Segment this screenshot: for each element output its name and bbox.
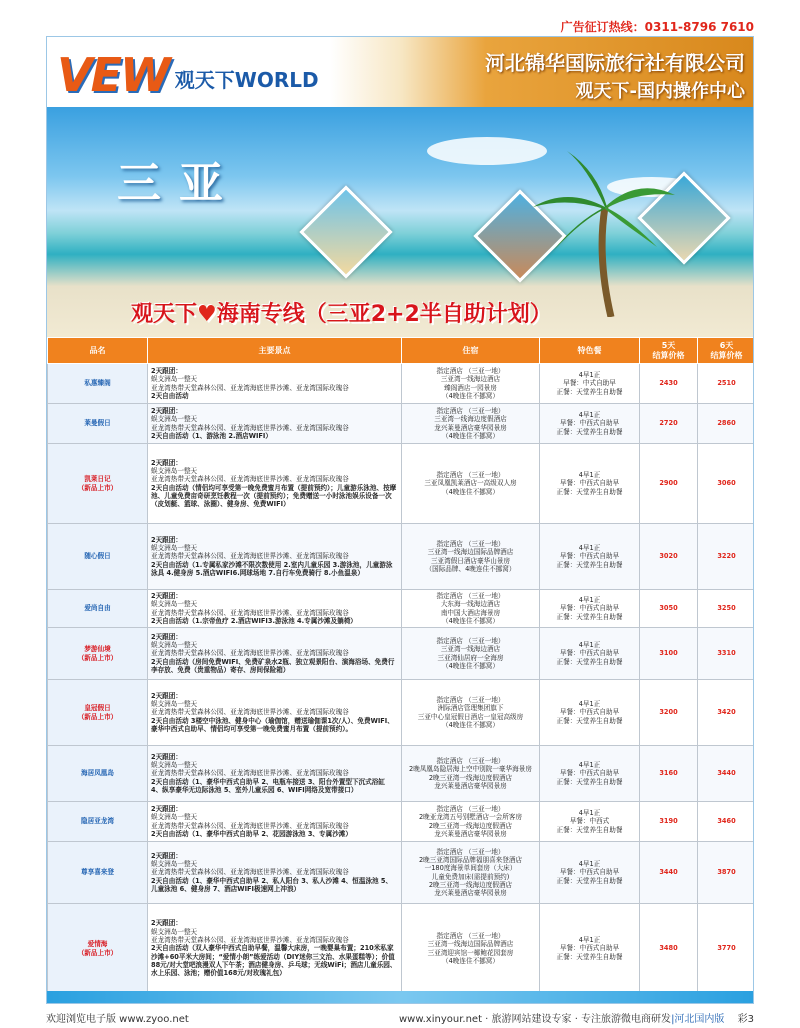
attractions-line: 亚龙湾热带天堂森林公园、亚龙湾海底世界沙滩、亚龙湾国际玫瑰谷 bbox=[151, 708, 349, 717]
attractions-line: 亚龙湾热带天堂森林公园、亚龙湾海底世界沙滩、亚龙湾国际玫瑰谷 bbox=[151, 383, 349, 392]
attractions bbox=[148, 628, 402, 680]
meals-line: 正餐：天堂养生自助餐 bbox=[556, 716, 623, 725]
attractions-line: 蜈支洲岛一整天 bbox=[151, 641, 198, 650]
meals-line: 正餐：天堂养生自助餐 bbox=[556, 560, 623, 569]
attractions-line: 2天跟团： bbox=[151, 752, 182, 761]
attractions bbox=[148, 404, 402, 444]
meals-line: 正餐：天堂养生自助餐 bbox=[556, 427, 623, 436]
meals-line: 4早1正 bbox=[578, 761, 601, 770]
meals bbox=[540, 680, 640, 746]
attractions-line: 亚龙湾热带天堂森林公园、亚龙湾海底世界沙滩、亚龙湾国际玫瑰谷 bbox=[151, 608, 349, 617]
accommodation-line: 指定酒店 （三亚一地） bbox=[436, 406, 505, 415]
meals-line: 早餐：中西式自助早 bbox=[559, 649, 620, 658]
meals bbox=[540, 590, 640, 628]
meals-line: 4早1正 bbox=[578, 700, 601, 709]
meals-line: 4早1正 bbox=[578, 471, 601, 480]
footer-right bbox=[399, 1010, 754, 1025]
meals-line: 早餐：中西式自助早 bbox=[559, 769, 620, 778]
table-row bbox=[48, 524, 755, 590]
table-row bbox=[48, 590, 755, 628]
attractions-line: 亚龙湾热带天堂森林公园、亚龙湾海底世界沙滩、亚龙湾国际玫瑰谷 bbox=[151, 769, 349, 778]
col-header-hotel: 住宿 bbox=[402, 338, 540, 364]
attractions-line: 2天跟团： bbox=[151, 535, 182, 544]
meals-line: 正餐：天堂养生自助餐 bbox=[556, 612, 623, 621]
bottom-stripe bbox=[47, 991, 754, 1003]
attractions bbox=[148, 802, 402, 842]
meals bbox=[540, 404, 640, 444]
route-title bbox=[131, 297, 552, 328]
price-5-day: 3200 bbox=[640, 680, 698, 746]
accommodation bbox=[402, 802, 540, 842]
accommodation bbox=[402, 364, 540, 404]
attractions-line: 亚龙湾热带天堂森林公园、亚龙湾海底世界沙滩、亚龙湾国际玫瑰谷 bbox=[151, 821, 349, 830]
accommodation bbox=[402, 590, 540, 628]
col-header-name: 品名 bbox=[48, 338, 148, 364]
price-6-day: 3440 bbox=[698, 746, 755, 802]
route-title-text: 海南专线（三亚2+2半自助计划） bbox=[216, 302, 552, 327]
accommodation-line: （国际品牌、4晚连住不挪窝） bbox=[425, 564, 516, 573]
attractions-line: 蜈支洲岛一整天 bbox=[151, 544, 198, 553]
accommodation-line: 三亚湾一线海边酒店 bbox=[440, 645, 501, 654]
table-row bbox=[48, 746, 755, 802]
col-header-price-6d: 6天 结算价格 bbox=[698, 338, 755, 364]
accommodation-line: 指定酒店 （三亚一地） bbox=[436, 366, 505, 375]
table-row bbox=[48, 680, 755, 746]
attractions-line: 2天跟团： bbox=[151, 591, 182, 600]
accommodation bbox=[402, 842, 540, 904]
accommodation-line: 龙兴莱曼酒店豪华园景房 bbox=[434, 829, 507, 838]
accommodation-line: 2晚三亚湾国际品牌福朋喜来登酒店 bbox=[418, 855, 523, 864]
col-header-spots: 主要景点 bbox=[148, 338, 402, 364]
product-name: 凯莱日记 （新品上市） bbox=[48, 444, 148, 524]
price-6-day: 3220 bbox=[698, 524, 755, 590]
attractions-line: 蜈支洲岛一整天 bbox=[151, 600, 198, 609]
accommodation-line: 三亚湾迎宾馆一椰鲍花园套房 bbox=[427, 948, 514, 957]
footer-site: www.xinyour.net · 旅游网站建设专家 · 专注旅游微电商研发 bbox=[399, 1014, 672, 1025]
attractions bbox=[148, 680, 402, 746]
meals-line: 正餐：天堂养生自助餐 bbox=[556, 952, 623, 961]
price-5-day: 2430 bbox=[640, 364, 698, 404]
price-5-day: 3440 bbox=[640, 842, 698, 904]
meals-line: 4早1正 bbox=[578, 809, 601, 818]
attractions-line: 2天跟团： bbox=[151, 366, 182, 375]
attractions-line: 2天自由活动 bbox=[151, 391, 189, 400]
meals-line: 早餐：中西式自助早 bbox=[559, 604, 620, 613]
accommodation-line: 指定酒店 （三亚一地） bbox=[436, 471, 505, 480]
attractions-line: 2天跟团： bbox=[151, 691, 182, 700]
attractions-line: 2天自由活动（1、豪华中西式自助早 2、花园游泳池 3、专属沙滩） bbox=[151, 829, 352, 838]
attractions-line: 2天跟团： bbox=[151, 458, 182, 467]
attractions-line: 2天跟团： bbox=[151, 804, 182, 813]
accommodation-line: 2晚三亚湾一线海边度假酒店 bbox=[428, 880, 513, 889]
meals-line: 早餐：中西式 bbox=[569, 817, 610, 826]
attractions-line: 亚龙湾热带天堂森林公园、亚龙湾海底世界沙滩、亚龙湾国际玫瑰谷 bbox=[151, 552, 349, 561]
price-6-day: 3060 bbox=[698, 444, 755, 524]
col-header-meal: 特色餐 bbox=[540, 338, 640, 364]
meals bbox=[540, 444, 640, 524]
accommodation-line: （4晚连住不挪窝） bbox=[442, 956, 499, 965]
accommodation-line: 三亚湾仙居府一全海房 bbox=[437, 653, 504, 662]
footer-edition: |河北国内版 bbox=[671, 1014, 725, 1025]
product-name: 爱尚自由 bbox=[48, 590, 148, 628]
price-5-day: 3020 bbox=[640, 524, 698, 590]
attractions-line: 2天自由活动（双人豪华中西式自助早餐，温馨大床房，一晚婴巢布置；210米私家沙滩+60平米大房间；“爱情小朗”练爱活动（DIY迷你三文治、水果蛋糕等）；价值88元/对大堂吧浪漫双人下午茶；酒店健身房、乒乓球；无线WiFi；酒店儿童乐园、水上乐园、泳池；赠价值168元/对玫瑰礼包） bbox=[151, 944, 397, 978]
attractions-line: 2天自由活动 3楼空中泳池、健身中心（瑜伽馆，赠送瑜伽课1次/人）、免费WIFI、豪华中西式自助早、情侣均可享受第一晚免费蜜月布置（提前预约）。 bbox=[151, 716, 394, 733]
meals-line: 正餐：天堂养生自助餐 bbox=[556, 487, 623, 496]
table-row bbox=[48, 802, 755, 842]
attractions-line: 蜈支洲岛一整天 bbox=[151, 761, 198, 770]
attractions-line: 蜈支洲岛一整天 bbox=[151, 466, 198, 475]
meals-line: 4早1正 bbox=[578, 641, 601, 650]
meals-line: 早餐：中西式自助早 bbox=[559, 868, 620, 877]
attractions-line: 2天跟团： bbox=[151, 851, 182, 860]
attractions bbox=[148, 842, 402, 904]
price-6-day: 2860 bbox=[698, 404, 755, 444]
meals bbox=[540, 364, 640, 404]
logo-subtitle: 观天下WORLD bbox=[174, 68, 319, 92]
accommodation-line: 2晚三亚湾一线海边度假酒店 bbox=[428, 821, 513, 830]
accommodation-line: 三亚中心皇冠假日酒店一皇冠高级房 bbox=[417, 712, 524, 721]
attractions-line: 2天自由活动（情侣均可享受第一晚免费蜜月布置（提前预约）；儿童游乐泳池、按摩池、儿童免费亩奇研烹饪教程一次（提前预约）；免费赠送一小时泳池娱乐设备一次（皮划艇、篮球、泳圈）、健身房、免费WIFI） bbox=[151, 483, 397, 509]
meals bbox=[540, 842, 640, 904]
attractions-line: 亚龙湾热带天堂森林公园、亚龙湾海底世界沙滩、亚龙湾国际玫瑰谷 bbox=[151, 649, 349, 658]
accommodation-line: （4晚连住不挪窝） bbox=[442, 661, 499, 670]
hero-place-title: 三亚 bbox=[117, 158, 241, 209]
logo bbox=[57, 48, 319, 102]
meals-line: 4早1正 bbox=[578, 411, 601, 420]
meals bbox=[540, 904, 640, 994]
page-number: 彩3 bbox=[737, 1014, 754, 1025]
header-banner bbox=[47, 37, 754, 107]
meals-line: 4早1正 bbox=[578, 544, 601, 553]
product-table bbox=[47, 337, 754, 994]
meals bbox=[540, 628, 640, 680]
meals-line: 早餐：中式自助早 bbox=[563, 379, 616, 388]
accommodation-line: 儿童免费加床(需提前预约) bbox=[431, 872, 510, 881]
attractions-line: 2天跟团： bbox=[151, 406, 182, 415]
attractions-line: 亚龙湾热带天堂森林公园、亚龙湾海底世界沙滩、亚龙湾国际玫瑰谷 bbox=[151, 423, 349, 432]
accommodation-line: 龙兴莱曼酒店豪华园景房 bbox=[434, 889, 507, 898]
accommodation bbox=[402, 404, 540, 444]
product-name: 海居凤凰岛 bbox=[48, 746, 148, 802]
palm-tree-icon bbox=[527, 147, 677, 317]
hero-image bbox=[47, 107, 754, 337]
accommodation-line: 指定酒店 （三亚一地） bbox=[436, 847, 505, 856]
accommodation bbox=[402, 904, 540, 994]
meals-line: 正餐：天堂养生自助餐 bbox=[556, 657, 623, 666]
attractions bbox=[148, 524, 402, 590]
price-5-day: 2900 bbox=[640, 444, 698, 524]
meals-line: 正餐：天堂养生自助餐 bbox=[556, 777, 623, 786]
attractions bbox=[148, 444, 402, 524]
meals-line: 正餐：天堂养生自助餐 bbox=[556, 876, 623, 885]
meals-line: 4早1正 bbox=[578, 596, 601, 605]
attractions-line: 蜈支洲岛一整天 bbox=[151, 415, 198, 424]
attractions-line: 2天自由活动（1.专属私家沙滩不限次数使用 2.室内儿童乐园 3.游泳池，儿童游泳泳具 4.健身房 5.酒店WIFI6.网球场地 7.自行车免费骑行 8.小鱼温泉） bbox=[151, 560, 393, 577]
product-name: 隐居亚龙湾 bbox=[48, 802, 148, 842]
table-header-row bbox=[48, 338, 755, 364]
meals-line: 4早1正 bbox=[578, 860, 601, 869]
table-row bbox=[48, 842, 755, 904]
product-name: 皇冠假日 （新品上市） bbox=[48, 680, 148, 746]
route-title-brand: 观天下 bbox=[131, 302, 198, 327]
accommodation bbox=[402, 524, 540, 590]
accommodation-line: （4晚连住不挪窝） bbox=[442, 720, 499, 729]
meals-line: 早餐：中西式自助早 bbox=[559, 944, 620, 953]
attractions-line: 蜈支洲岛一整天 bbox=[151, 927, 198, 936]
footer-left: 欢迎浏览电子版 www.zyoo.net bbox=[46, 1014, 189, 1025]
price-6-day: 3310 bbox=[698, 628, 755, 680]
heart-icon: ♥ bbox=[197, 302, 217, 327]
ad-hotline: 广告征订热线：0311-8796 7610 bbox=[560, 20, 754, 34]
attractions-line: 蜈支洲岛一整天 bbox=[151, 813, 198, 822]
accommodation bbox=[402, 628, 540, 680]
product-name: 私惠臻阁 bbox=[48, 364, 148, 404]
accommodation-line: （4晚连住不挪窝） bbox=[442, 616, 499, 625]
company-name: 河北锦华国际旅行社有限公司 bbox=[485, 51, 745, 75]
price-6-day: 2510 bbox=[698, 364, 755, 404]
accommodation-line: （4晚连住不挪窝） bbox=[442, 487, 499, 496]
meals-line: 4早1正 bbox=[578, 371, 601, 380]
table-row bbox=[48, 404, 755, 444]
accommodation-line: 2晚亚龙湾五号别墅酒店一会所客房 bbox=[418, 813, 523, 822]
meals bbox=[540, 746, 640, 802]
accommodation-line: 三亚湾一线海边酒店 bbox=[440, 375, 501, 384]
meals-line: 正餐：天堂养生自助餐 bbox=[556, 825, 623, 834]
accommodation-line: 三亚湾假日酒店豪华山景房 bbox=[430, 556, 511, 565]
col-header-price-5d: 5天 结算价格 bbox=[640, 338, 698, 364]
attractions-line: 2天自由活动（1、豪华中西式自助早 2、私人阳台 3、私人沙滩 4、恒温泳池 5、儿童泳池 6、健身房 7、酒店WIFI极速网上冲浪） bbox=[151, 876, 393, 893]
attractions bbox=[148, 746, 402, 802]
table-row bbox=[48, 364, 755, 404]
accommodation-line: 龙兴莱曼酒店豪华园景房 bbox=[434, 423, 507, 432]
meals-line: 早餐：中西式自助早 bbox=[559, 552, 620, 561]
meals-line: 正餐：天堂养生自助餐 bbox=[556, 387, 623, 396]
attractions-line: 亚龙湾热带天堂森林公园、亚龙湾海底世界沙滩、亚龙湾国际玫瑰谷 bbox=[151, 475, 349, 484]
product-name: 爱情海 （新品上市） bbox=[48, 904, 148, 994]
price-6-day: 3870 bbox=[698, 842, 755, 904]
attractions-line: 2天自由活动（1.宗帝鱼疗 2.酒店WIFI3.游泳池 4.专属沙滩及躺椅） bbox=[151, 616, 357, 625]
price-5-day: 3100 bbox=[640, 628, 698, 680]
accommodation bbox=[402, 444, 540, 524]
price-5-day: 3190 bbox=[640, 802, 698, 842]
accommodation bbox=[402, 680, 540, 746]
page-frame bbox=[46, 36, 754, 1004]
accommodation-line: 2晚三亚湾一线海边度假酒店 bbox=[428, 773, 513, 782]
product-name: 莱曼假日 bbox=[48, 404, 148, 444]
accommodation-line: 大东海一线海边酒店 bbox=[440, 600, 501, 609]
accommodation-line: 三亚凤凰凯莱酒店一高级双人房 bbox=[424, 479, 517, 488]
price-5-day: 3050 bbox=[640, 590, 698, 628]
accommodation-line: 指定酒店 （三亚一地） bbox=[436, 695, 505, 704]
attractions-line: 亚龙湾热带天堂森林公园、亚龙湾海底世界沙滩、亚龙湾国际玫瑰谷 bbox=[151, 868, 349, 877]
accommodation-line: 指定酒店 （三亚一地） bbox=[436, 591, 505, 600]
photo-hammock bbox=[299, 185, 392, 278]
meals-line: 早餐：中西式自助早 bbox=[559, 708, 620, 717]
price-6-day: 3250 bbox=[698, 590, 755, 628]
operation-center: 观天下-国内操作中心 bbox=[575, 81, 745, 102]
attractions-line: 2天自由活动（房间免费WIFI、免费矿泉水2瓶、独立观景阳台、演海浴场、免费行李存放、免费（贵重物品）寄存、房间保险箱） bbox=[151, 657, 395, 674]
accommodation-line: 三亚湾一线海边度假酒店 bbox=[434, 415, 507, 424]
table-row bbox=[48, 904, 755, 994]
attractions-line: 2天自由活动（1、豪华中西式自助早 2、电瓶车接送 3、阳台外置型下沉式浴缸 4、纵享豪华无边际泳池 5、室外儿童乐园 6、WIFI网络及宽带接口） bbox=[151, 777, 385, 794]
accommodation bbox=[402, 746, 540, 802]
accommodation-line: 三亚湾一线海边国际品牌酒店 bbox=[427, 548, 514, 557]
accommodation-line: 一180度海景单间套房（大床） bbox=[424, 864, 517, 873]
accommodation-line: 指定酒店 （三亚一地） bbox=[436, 804, 505, 813]
price-6-day: 3460 bbox=[698, 802, 755, 842]
price-5-day: 3480 bbox=[640, 904, 698, 994]
attractions-line: 亚龙湾热带天堂森林公园、亚龙湾海底世界沙滩、亚龙湾国际玫瑰谷 bbox=[151, 936, 349, 945]
meals-line: 4早1正 bbox=[578, 936, 601, 945]
table-row bbox=[48, 444, 755, 524]
accommodation-line: 南中国大酒店海景房 bbox=[440, 608, 501, 617]
attractions-line: 2天跟团： bbox=[151, 632, 182, 641]
meals-line: 早餐：中西式自助早 bbox=[559, 419, 620, 428]
attractions-line: 蜈支洲岛一整天 bbox=[151, 700, 198, 709]
accommodation-line: 龙兴莱曼酒店豪华园景房 bbox=[434, 781, 507, 790]
accommodation-line: 臻阁酒店一园景房 bbox=[444, 383, 497, 392]
accommodation-line: 三亚湾一线海边国际品牌酒店 bbox=[427, 940, 514, 949]
table-row bbox=[48, 628, 755, 680]
product-name: 随心假日 bbox=[48, 524, 148, 590]
logo-brand: VEW bbox=[57, 48, 169, 102]
product-name: 尊享喜来登 bbox=[48, 842, 148, 904]
accommodation-line: 指定酒店 （三亚一地） bbox=[436, 636, 505, 645]
price-5-day: 2720 bbox=[640, 404, 698, 444]
accommodation-line: （4晚连住不挪窝） bbox=[442, 431, 499, 440]
attractions-line: 2天跟团： bbox=[151, 919, 182, 928]
product-name: 梦游仙境 （新品上市） bbox=[48, 628, 148, 680]
price-5-day: 3160 bbox=[640, 746, 698, 802]
attractions bbox=[148, 904, 402, 994]
price-6-day: 3770 bbox=[698, 904, 755, 994]
price-6-day: 3420 bbox=[698, 680, 755, 746]
accommodation-line: 指定酒店 （三亚一地） bbox=[436, 539, 505, 548]
attractions-line: 蜈支洲岛一整天 bbox=[151, 860, 198, 869]
accommodation-line: 2晚凤凰岛隐居海上空中别院一豪华海景房 bbox=[409, 765, 532, 774]
meals bbox=[540, 524, 640, 590]
accommodation-line: （4晚连住不挪窝） bbox=[442, 391, 499, 400]
attractions-line: 2天自由活动（1、游泳池 2.酒店WIFI） bbox=[151, 431, 272, 440]
meals bbox=[540, 802, 640, 842]
accommodation-line: 指定酒店 （三亚一地） bbox=[436, 756, 505, 765]
attractions bbox=[148, 364, 402, 404]
attractions-line: 蜈支洲岛一整天 bbox=[151, 375, 198, 384]
accommodation-line: 洲际酒店管理集团旗下 bbox=[437, 704, 504, 713]
attractions bbox=[148, 590, 402, 628]
meals-line: 早餐：中西式自助早 bbox=[559, 479, 620, 488]
accommodation-line: 指定酒店 （三亚一地） bbox=[436, 931, 505, 940]
